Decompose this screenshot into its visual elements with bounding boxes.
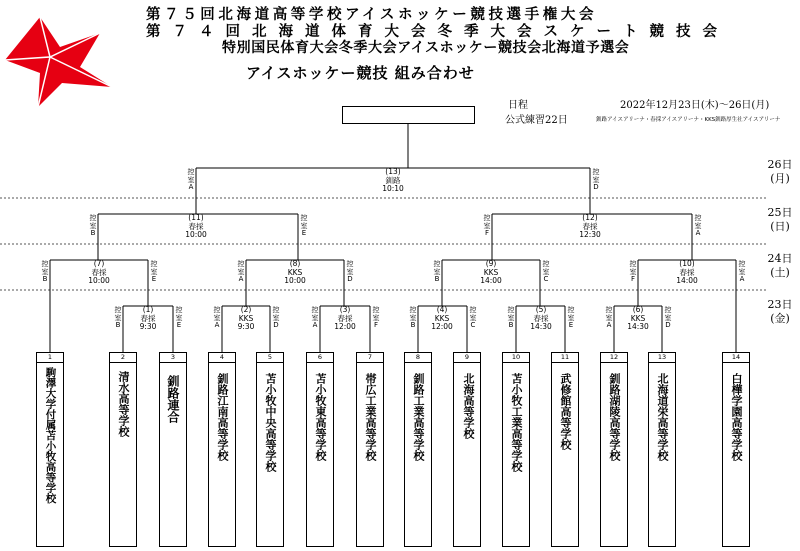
title-line-2: 第７４回北海道体育大会冬季大会スケート競技会 bbox=[146, 23, 729, 40]
room-10-right: 控 室 A bbox=[738, 260, 746, 284]
practice-label: 公式練習22日 bbox=[505, 115, 568, 126]
team-4: 4 釧路江南高等学校 bbox=[208, 352, 236, 547]
room-5-left: 控 室 B bbox=[507, 306, 515, 330]
match-6: (6) KKS 14:30 bbox=[627, 305, 649, 331]
match-10: (10) 春採 14:00 bbox=[676, 259, 698, 285]
match-8: (8) KKS 10:00 bbox=[284, 259, 306, 285]
team-12: 12 釧路湖陵高等学校 bbox=[600, 352, 628, 547]
room-9-left: 控 室 B bbox=[433, 260, 441, 284]
room-8-left: 控 室 A bbox=[237, 260, 245, 284]
match-3: (3) 春採 12:00 bbox=[334, 305, 356, 331]
day-24: 24日 (土) bbox=[767, 252, 793, 279]
room-5-right: 控 室 E bbox=[567, 306, 575, 330]
room-11-left: 控 室 B bbox=[89, 214, 97, 238]
title-line-3: 特別国民体育大会冬季大会アイスホッケー競技会北海道予選会 bbox=[222, 40, 630, 56]
room-12-left: 控 室 F bbox=[483, 214, 491, 238]
room-4-left: 控 室 B bbox=[409, 306, 417, 330]
venues-note: 釧路アイスアリーナ・春採アイスアリーナ・KKS釧路厚生社アイスアリーナ bbox=[596, 117, 781, 123]
room-7-left: 控 室 B bbox=[41, 260, 49, 284]
team-1: 1 駒澤大学付属苫小牧高等学校 bbox=[36, 352, 64, 547]
team-9: 9 北海高等学校 bbox=[453, 352, 481, 547]
room-13-right: 控 室 D bbox=[592, 168, 600, 192]
room-12-right: 控 室 A bbox=[694, 214, 702, 238]
room-2-left: 控 室 A bbox=[213, 306, 221, 330]
room-9-right: 控 室 C bbox=[542, 260, 550, 284]
day-26: 26日 (月) bbox=[767, 158, 793, 185]
room-8-right: 控 室 D bbox=[346, 260, 354, 284]
match-12: (12) 春採 12:30 bbox=[579, 213, 601, 239]
room-2-right: 控 室 D bbox=[272, 306, 280, 330]
room-6-right: 控 室 D bbox=[664, 306, 672, 330]
room-6-left: 控 室 A bbox=[605, 306, 613, 330]
team-10: 10 苫小牧工業高等学校 bbox=[502, 352, 530, 547]
match-4: (4) KKS 12:00 bbox=[431, 305, 453, 331]
room-10-left: 控 室 F bbox=[629, 260, 637, 284]
team-8: 8 釧路工業高等学校 bbox=[404, 352, 432, 547]
subtitle: アイスホッケー競技 組み合わせ bbox=[246, 64, 475, 82]
room-13-left: 控 室 A bbox=[187, 168, 195, 192]
team-11: 11 武修館高等学校 bbox=[551, 352, 579, 547]
team-2: 2 清水高等学校 bbox=[109, 352, 137, 547]
match-9: (9) KKS 14:00 bbox=[480, 259, 502, 285]
room-4-right: 控 室 C bbox=[469, 306, 477, 330]
team-5: 5 苫小牧中央高等学校 bbox=[256, 352, 284, 547]
room-3-left: 控 室 A bbox=[311, 306, 319, 330]
room-7-right: 控 室 E bbox=[150, 260, 158, 284]
team-6: 6 苫小牧東高等学校 bbox=[306, 352, 334, 547]
room-11-right: 控 室 E bbox=[300, 214, 308, 238]
room-1-left: 控 室 B bbox=[114, 306, 122, 330]
team-14: 14 白樺学園高等学校 bbox=[722, 352, 750, 547]
match-13: (13) 釧路 10:10 bbox=[382, 167, 404, 193]
day-25: 25日 (日) bbox=[767, 206, 793, 233]
room-3-right: 控 室 F bbox=[372, 306, 380, 330]
team-13: 13 北海道栄高等学校 bbox=[648, 352, 676, 547]
team-3: 3 釧路連合 bbox=[159, 352, 187, 547]
match-2: (2) KKS 9:30 bbox=[237, 305, 255, 331]
match-7: (7) 春採 10:00 bbox=[88, 259, 110, 285]
schedule-value: 2022年12月23日(木)～26日(月) bbox=[620, 100, 770, 111]
team-7: 7 帯広工業高等学校 bbox=[356, 352, 384, 547]
day-23: 23日 (金) bbox=[767, 298, 793, 325]
room-1-right: 控 室 E bbox=[175, 306, 183, 330]
match-1: (1) 春採 9:30 bbox=[139, 305, 157, 331]
match-11: (11) 春採 10:00 bbox=[185, 213, 207, 239]
title-line-1: 第７５回北海道高等学校アイスホッケー競技選手権大会 bbox=[146, 6, 598, 23]
schedule-label: 日程 bbox=[508, 100, 528, 111]
match-5: (5) 春採 14:30 bbox=[530, 305, 552, 331]
